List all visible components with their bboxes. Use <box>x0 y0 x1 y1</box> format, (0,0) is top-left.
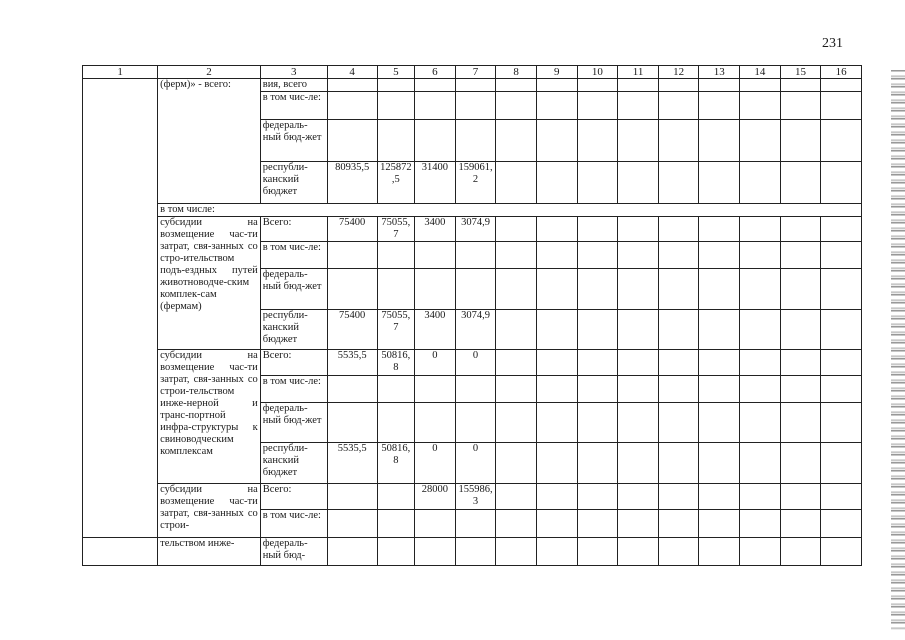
value-cell <box>455 403 496 443</box>
subtotal-label: в том числе: <box>158 204 862 217</box>
value-cell <box>415 269 456 310</box>
value-cell <box>455 79 496 92</box>
col1-cell <box>83 538 158 566</box>
value-cell: 5535,5 <box>327 443 377 484</box>
budget-table <box>82 65 862 566</box>
column-number: 4 <box>327 66 377 79</box>
value-cell <box>455 538 496 566</box>
value-cell <box>327 92 377 120</box>
value-cell <box>377 242 415 269</box>
value-cell <box>327 376 377 403</box>
column-numbers-row <box>83 66 862 79</box>
value-cell <box>455 510 496 538</box>
table-row <box>83 204 862 217</box>
value-cell <box>415 538 456 566</box>
value-cell: 3400 <box>415 310 456 350</box>
value-cell <box>327 538 377 566</box>
table-row <box>83 538 862 566</box>
table-row <box>83 350 862 376</box>
column-number: 10 <box>577 66 618 79</box>
value-cell <box>377 376 415 403</box>
source-cell: в том чис-ле: <box>260 510 327 538</box>
source-cell: вия, всего <box>260 79 327 92</box>
value-cell: 75400 <box>327 217 377 242</box>
value-cell: 75055,7 <box>377 217 415 242</box>
value-cell: 28000 <box>415 484 456 510</box>
col1-cell <box>83 79 158 538</box>
value-cell: 155986,3 <box>455 484 496 510</box>
value-cell <box>415 403 456 443</box>
value-cell <box>415 242 456 269</box>
source-cell: Всего: <box>260 217 327 242</box>
value-cell: 3400 <box>415 217 456 242</box>
column-number: 15 <box>780 66 821 79</box>
value-cell <box>377 269 415 310</box>
page-number: 231 <box>822 36 843 51</box>
value-cell <box>377 92 415 120</box>
value-cell <box>415 376 456 403</box>
source-cell: федераль-ный бюд-жет <box>260 269 327 310</box>
source-cell: республи-канский бюджет <box>260 443 327 484</box>
source-cell: в том чис-ле: <box>260 92 327 120</box>
group-description: субсидии на возмещение час-ти затрат, свя-занных со строи-тельством инже-нерной и транс-портной инфра-структуры к свиноводческим комплексам <box>158 350 261 484</box>
column-number: 11 <box>618 66 659 79</box>
value-cell: 75400 <box>327 310 377 350</box>
value-cell <box>327 242 377 269</box>
value-cell <box>415 92 456 120</box>
value-cell: 0 <box>415 443 456 484</box>
value-cell <box>327 269 377 310</box>
value-cell <box>327 484 377 510</box>
value-cell <box>455 269 496 310</box>
scan-edge-artifact <box>891 70 905 630</box>
value-cell <box>377 538 415 566</box>
table-row <box>83 79 862 92</box>
column-number: 3 <box>260 66 327 79</box>
column-number: 2 <box>158 66 261 79</box>
value-cell <box>415 120 456 162</box>
value-cell <box>377 484 415 510</box>
column-number: 14 <box>740 66 781 79</box>
value-cell: 31400 <box>415 162 456 204</box>
value-cell: 125872,5 <box>377 162 415 204</box>
column-number: 7 <box>455 66 496 79</box>
value-cell <box>327 79 377 92</box>
value-cell: 0 <box>455 350 496 376</box>
column-number: 13 <box>699 66 740 79</box>
source-cell: Всего: <box>260 484 327 510</box>
value-cell: 5535,5 <box>327 350 377 376</box>
value-cell <box>327 403 377 443</box>
column-number: 6 <box>415 66 456 79</box>
column-number: 1 <box>83 66 158 79</box>
value-cell: 3074,9 <box>455 217 496 242</box>
source-cell: федераль-ный бюд-жет <box>260 403 327 443</box>
value-cell: 50816,8 <box>377 443 415 484</box>
source-cell: Всего: <box>260 350 327 376</box>
source-cell: федераль-ный бюд-жет <box>260 120 327 162</box>
group-description: субсидии на возмещение час-ти затрат, свя-занных со стро-ительством подъ-ездных путей животноводче-ским комплек-сам (фермам) <box>158 217 261 350</box>
value-cell <box>455 120 496 162</box>
value-cell <box>377 510 415 538</box>
value-cell <box>415 510 456 538</box>
value-cell <box>455 242 496 269</box>
value-cell: 0 <box>455 443 496 484</box>
group-description: субсидии на возмещение час-ти затрат, свя-занных со строи- <box>158 484 261 538</box>
table-row <box>83 484 862 510</box>
value-cell: 159061,2 <box>455 162 496 204</box>
value-cell <box>327 510 377 538</box>
value-cell: 75055,7 <box>377 310 415 350</box>
value-cell <box>455 376 496 403</box>
column-number: 5 <box>377 66 415 79</box>
group-description: тельством инже- <box>158 538 261 566</box>
source-cell: федераль-ный бюд- <box>260 538 327 566</box>
value-cell <box>327 120 377 162</box>
table-row <box>83 217 862 242</box>
value-cell: 0 <box>415 350 456 376</box>
column-number: 9 <box>536 66 577 79</box>
source-cell: в том чис-ле: <box>260 242 327 269</box>
column-number: 12 <box>658 66 699 79</box>
source-cell: республи-канский бюджет <box>260 162 327 204</box>
value-cell: 3074,9 <box>455 310 496 350</box>
source-cell: республи-канский бюджет <box>260 310 327 350</box>
column-number: 8 <box>496 66 537 79</box>
value-cell: 80935,5 <box>327 162 377 204</box>
value-cell <box>377 403 415 443</box>
value-cell: 50816,8 <box>377 350 415 376</box>
value-cell <box>377 79 415 92</box>
column-number: 16 <box>821 66 862 79</box>
source-cell: в том чис-ле: <box>260 376 327 403</box>
value-cell <box>415 79 456 92</box>
value-cell <box>455 92 496 120</box>
group-description: (ферм)» - всего: <box>158 79 261 204</box>
value-cell <box>377 120 415 162</box>
